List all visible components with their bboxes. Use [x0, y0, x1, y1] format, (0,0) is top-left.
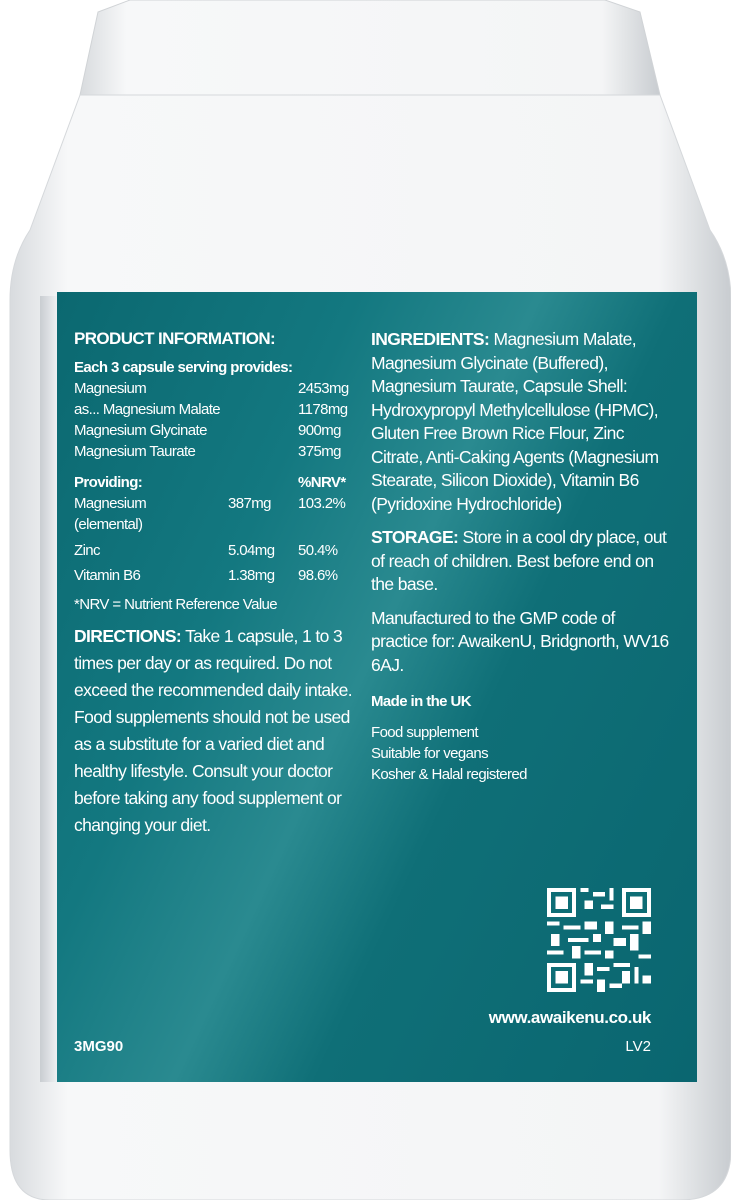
ingredient-amount: 375mg: [298, 443, 341, 460]
left-column: [74, 328, 354, 839]
directions-text: [74, 623, 354, 839]
product-info-heading: PRODUCT INFORMATION:: [74, 329, 276, 348]
composition-row: [74, 378, 354, 399]
nutrient-row: [74, 493, 354, 514]
product-label: [57, 292, 697, 1082]
storage-label: STORAGE:: [371, 527, 459, 547]
composition-table: [74, 378, 354, 462]
composition-row: [74, 399, 354, 420]
nutrient-nrv: 50.4%: [298, 542, 338, 559]
directions-label: DIRECTIONS:: [74, 626, 182, 646]
ingredient-name: Magnesium Glycinate: [74, 422, 207, 439]
ingredients-text: [371, 328, 671, 516]
claim-item: Kosher & Halal registered: [371, 766, 527, 783]
serving-text: Each 3 capsule serving provides:: [74, 359, 293, 376]
nrv-header: %NRV*: [298, 474, 346, 491]
qr-code[interactable]: [547, 888, 651, 992]
ingredient-name: Magnesium Taurate: [74, 443, 196, 460]
nutrient-amount: 387mg: [228, 495, 271, 512]
composition-row: [74, 441, 354, 462]
nutrient-name: (elemental): [74, 516, 143, 533]
ingredient-name: Magnesium: [74, 380, 147, 397]
storage-text: [371, 526, 671, 597]
bottle-cap: [80, 0, 660, 95]
directions-body: Take 1 capsule, 1 to 3 times per day or as required. Do not exceed the recommended daily intake. Food supplements should not be used as a substitute for a varied diet and healthy lifestyle. Consult your doctor before taking any food supplement or changing your diet.: [74, 626, 353, 835]
product-code: 3MG90: [74, 1038, 124, 1055]
ingredient-amount: 900mg: [298, 422, 341, 439]
composition-row: [74, 420, 354, 441]
nutrient-row: [74, 514, 354, 535]
right-column: [371, 328, 671, 785]
nutrient-amount: 5.04mg: [228, 542, 275, 559]
nutrient-row: [74, 540, 354, 561]
ingredient-amount: 1178mg: [298, 401, 348, 418]
claim-item: Food supplement: [371, 724, 478, 741]
nutrient-row: [74, 565, 354, 586]
storage-body: Store in a cool dry place, out of reach of children. Best before end on the base.: [371, 527, 667, 594]
ingredient-name: as... Magnesium Malate: [74, 401, 221, 418]
nrv-note: *NRV = Nutrient Reference Value: [74, 596, 278, 613]
manufacturer-text: Manufactured to the GMP code of practice for: AwaikenU, Bridgnorth, WV16 6AJ.: [371, 607, 669, 675]
nutrient-header: [74, 472, 354, 493]
nutrient-nrv: 98.6%: [298, 567, 338, 584]
claims-list: [371, 722, 671, 785]
nutrient-amount: 1.38mg: [228, 567, 275, 584]
nutrient-name: Magnesium: [74, 495, 147, 512]
nutrient-name: Vitamin B6: [74, 567, 141, 584]
ingredient-amount: 2453mg: [298, 380, 349, 397]
claim-item: Suitable for vegans: [371, 745, 489, 762]
ingredients-body: Magnesium Malate, Magnesium Glycinate (Buffered), Magnesium Taurate, Capsule Shell: Hydroxypropyl Methylcellulose (HPMC), Gluten Free Brown Rice Flour, Zinc Citrate, Anti-Caking Agents (Magnesium Stearate, Silicon Dioxide), Vitamin B6 (Pyridoxine Hydrochloride): [371, 329, 659, 514]
nutrient-nrv: 103.2%: [298, 495, 346, 512]
nutrient-table: [74, 472, 354, 586]
ingredients-label: INGREDIENTS:: [371, 329, 490, 349]
website-link[interactable]: www.awaikenu.co.uk: [488, 1008, 651, 1027]
providing-label: Providing:: [74, 474, 143, 491]
nutrient-name: Zinc: [74, 542, 100, 559]
origin-text: Made in the UK: [371, 693, 471, 710]
label-edge: [40, 296, 57, 1082]
label-version: LV2: [625, 1038, 651, 1055]
